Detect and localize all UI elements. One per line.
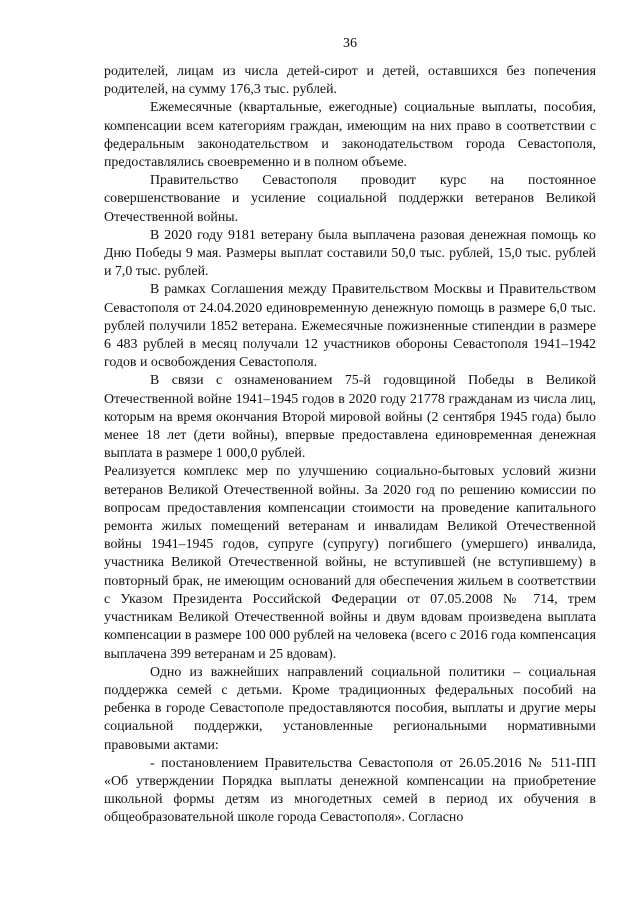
- paragraph-housing-repair: Реализуется комплекс мер по улучшению социально-бытовых условий жизни ветеранов Великой Отечественной войны. За 2020 год по решению комиссии по вопросам предоставления компенсации стоимости на проведение капитального ремонта жилых помещений ветеранам и инвалидам Великой Отечественной войны 1941–1945 годов, супруге (супругу) погибшего (умершего) инвалида, участника Великой Отечественной войны, не вступившей (не вступившему) в повторный брак, не имеющим оснований для обеспечения жильем в соответствии с Указом Президента Российской Федерации от 07.05.2008 № 714, трем участникам Великой Отечественной войны и двум вдовам произведена выплата компенсации в размере 100 000 рублей на человека (всего с 2016 года компенсация выплачена 399 ветеранам и 25 вдовам).: [104, 464, 596, 662]
- paragraph-family-support: Одно из важнейших направлений социальной политики – социальная поддержка семей с детьми. Кроме традиционных федеральных пособий на ребенка в городе Севастополе предоставляются пособия, выплаты и другие меры социальной поддержки, установленные региональными нормативными правовыми актами:: [104, 664, 596, 753]
- paragraph-children-of-war: В связи с ознаменованием 75-й годовщиной Победы в Великой Отечественной войне 1941–1945 годов в 2020 году 21778 гражданам из числа лиц, которым на время окончания Второй мировой войны (2 сентября 1945 года) было менее 18 лет (дети войны), впервые предоставлена единовременная денежная выплата в размере 1 000,0 рублей.: [104, 373, 596, 462]
- paragraph-moscow-agreement: В рамках Соглашения между Правительством Москвы и Правительством Севастополя от 24.04.2020 единовременную денежную помощь в размере 6,0 тыс. рублей получили 1852 ветерана. Ежемесячные пожизненные стипендии в размере 6 483 рублей в месяц получали 12 участников обороны Севастополя 1941–1942 годов и освобождения Севастополя.: [104, 282, 596, 371]
- paragraph-social-payments: Ежемесячные (квартальные, ежегодные) социальные выплаты, пособия, компенсации всем категориям граждан, имеющим на них право в соответствии с федеральным законодательством и законодательством города Севастополя, предоставлялись своевременно и в полном объеме.: [104, 100, 596, 171]
- paragraph-school-uniform-decree: - постановлением Правительства Севастополя от 26.05.2016 № 511-ПП «Об утверждении Порядка выплаты денежной компенсации на приобретение школьной формы детям из многодетных семей в период их обучения в общеобразовательной школе города Севастополя». Согласно: [104, 755, 596, 826]
- paragraph-veterans-support: Правительство Севастополя проводит курс на постоянное совершенствование и усиление социальной поддержки ветеранов Великой Отечественной войны.: [104, 173, 596, 225]
- page-number: 36: [343, 36, 357, 51]
- paragraph-continuation: родителей, лицам из числа детей-сирот и детей, оставшихся без попечения родителей, на сумму 176,3 тыс. рублей.: [104, 64, 596, 98]
- paragraph-victory-day-aid: В 2020 году 9181 ветерану была выплачена разовая денежная помощь ко Дню Победы 9 мая. Размеры выплат составили 50,0 тыс. рублей, 15,0 тыс. рублей и 7,0 тыс. рублей.: [104, 227, 596, 280]
